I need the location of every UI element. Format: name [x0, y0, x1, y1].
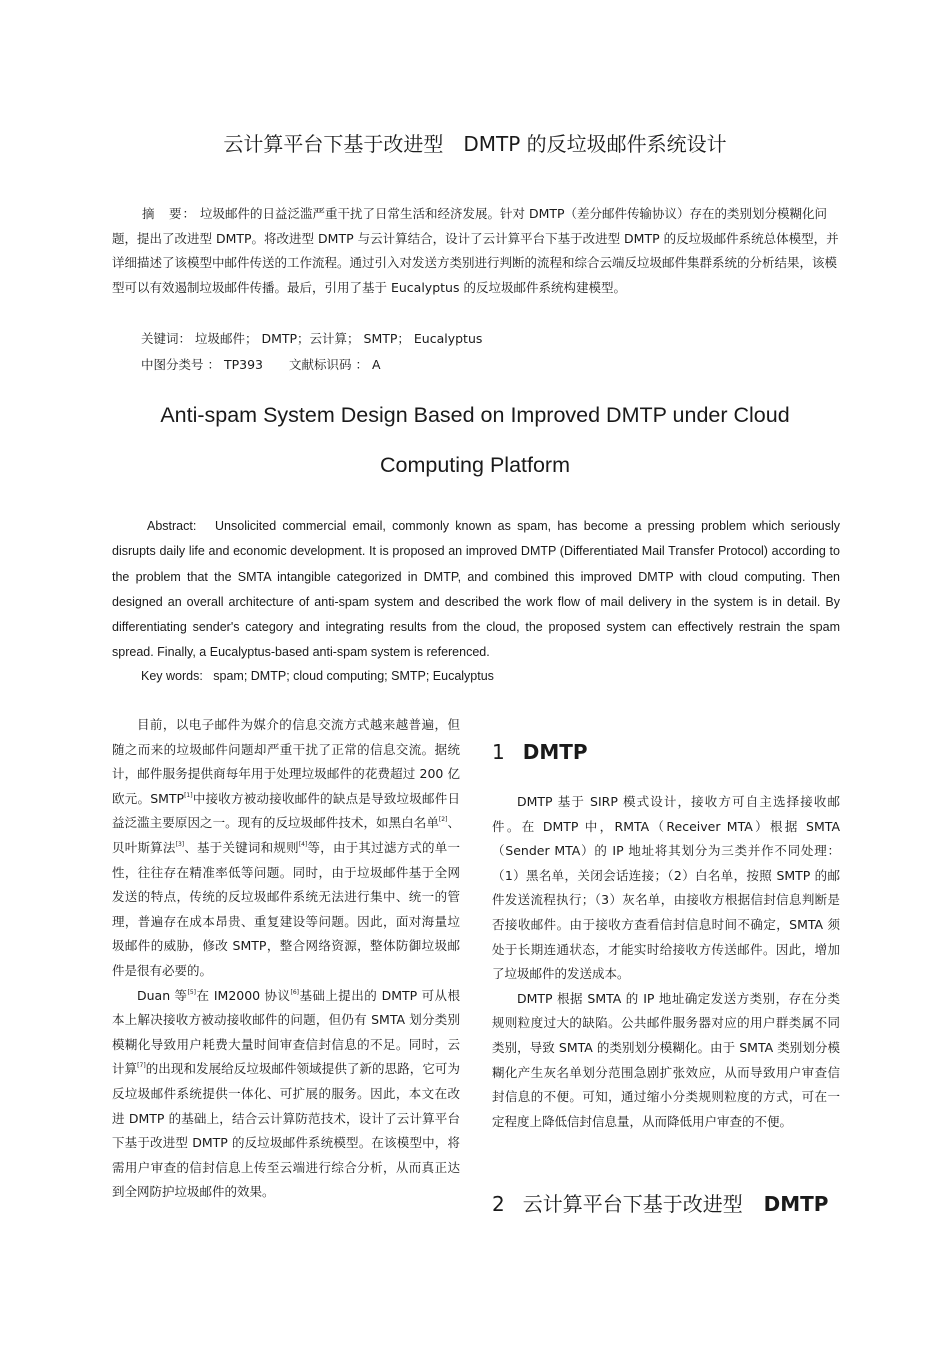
- citation-4[interactable]: [4]: [298, 840, 308, 848]
- section-1-paragraph-1: DMTP 基于 SIRP 模式设计，接收方可自主选择接收邮件。在 DMTP 中，RMTA（Receiver MTA）根据 SMTA（Sender MTA）的 IP 地址将其划分为三类并作不同处理：（1）黑名单，关闭会话连接；（2）白名单，按照 SMTP 的邮件发送流程执行；（3）灰名单，由接收方根据信封信息判断是否接收邮件。由于接收方查看信封信息时间不确定，SMTA 须处于长期连通状态，才能实时给接收方传送邮件。因此，增加了垃圾邮件的发送成本。: [492, 794, 840, 982]
- clc-label: 中图分类号 ：: [141, 357, 220, 372]
- doc-code-label: 文献标识码 ：: [288, 357, 368, 372]
- keywords-cn-text: 垃圾邮件； DMTP；云计算； SMTP； Eucalyptus: [195, 331, 483, 346]
- abstract-en-label: Abstract:: [147, 519, 197, 533]
- abstract-en-text: Unsolicited commercial email, commonly known as spam, has become a pressing problem which seriously disrupts daily life and economic development. It is proposed an improved DMTP (Differentiated Mail Transfer Protocol) according to the problem that the SMTA intangible categorized in DMTP, and combined this improved DMTP with cloud computing. Then designed an overall architecture of anti-spam system and described the work flow of mail delivery in the system is in detail. By differentiating sender's category and integrating results from the cloud, the proposed system can effectively restrain the spam spread. Finally, a Eucalyptus-based anti-spam system is referenced.: [112, 519, 841, 660]
- paper-title-en-line2: Computing Platform: [380, 453, 570, 477]
- intro-column: [112, 713, 460, 1205]
- citation-3[interactable]: [3]: [175, 840, 185, 848]
- doc-code-value: A: [371, 357, 381, 372]
- citation-5[interactable]: [5]: [187, 988, 197, 996]
- section-1-body: [492, 790, 840, 1134]
- section-1-heading: [492, 740, 588, 764]
- citation-7[interactable]: [7]: [137, 1062, 146, 1070]
- section-2-number: 2: [492, 1192, 505, 1216]
- clc-value: TP393: [223, 357, 264, 372]
- section-1-number: 1: [492, 740, 505, 764]
- citation-6[interactable]: [6]: [290, 988, 299, 996]
- abstract-en: [112, 514, 840, 666]
- paper-title-en: [0, 390, 950, 490]
- classification-line: [112, 353, 840, 378]
- keywords-cn-label: 关键词：: [141, 331, 192, 346]
- section-2-heading: [492, 1188, 828, 1217]
- intro-paragraph-1: 目前，以电子邮件为媒介的信息交流方式越来越普遍，但随之而来的垃圾邮件问题却严重干扰了正常的信息交流。据统计，邮件服务提供商每年用于处理垃圾邮件的花费超过 200 亿欧元。SMTP[1]中接收方被动接收邮件的缺点是导致垃圾邮件日益泛滥主要原因之一。现有的反垃圾邮件技术，如黑白名单[2]、贝叶斯算法[3]、基于关键词和规则[4]等，由于其过滤方式的单一性，往往存在精准率低等问题。同时，由于垃圾邮件基于全网发送的特点，传统的反垃圾邮件系统无法进行集中、统一的管理，普遍存在成本昂贵、重复建设等问题。因此，面对海量垃圾邮件的威胁，修改 SMTP，整合网络资源，整体防御垃圾邮件是很有必要的。: [112, 717, 460, 978]
- paper-title-cn: 云计算平台下基于改进型 DMTP 的反垃圾邮件系统设计: [223, 132, 727, 156]
- citation-2[interactable]: [2]: [438, 816, 448, 824]
- paper-title-en-line1: Anti-spam System Design Based on Improved DMTP under Cloud: [160, 403, 790, 427]
- abstract-cn-text: 垃圾邮件的日益泛滥严重干扰了日常生活和经济发展。针对 DMTP（差分邮件传输协议）存在的类别划分模糊化问题，提出了改进型 DMTP。将改进型 DMTP 与云计算结合，设计了云计算平台下基于改进型 DMTP 的反垃圾邮件系统总体模型，并详细描述了该模型中邮件传送的工作流程。通过引入对发送方类别进行判断的流程和综合云端反垃圾邮件集群系统的分析结果，该模型可以有效遏制垃圾邮件传播。最后，引用了基于 Eucalyptus 的反垃圾邮件系统构建模型。: [112, 206, 839, 295]
- abstract-cn: [112, 202, 840, 300]
- keywords-en-label: Key words:: [141, 669, 203, 683]
- keywords-en-text: spam; DMTP; cloud computing; SMTP; Eucalyptus: [213, 669, 494, 683]
- section-1-paragraph-2: DMTP 根据 SMTA 的 IP 地址确定发送方类别，存在分类规则粒度过大的缺陷。公共邮件服务器对应的用户群类属不同类别，导致 SMTA 的类别划分模糊化。由于 SMTA 类别划分模糊化产生灰名单划分范围急剧扩张效应，从而导致用户审查信封信息的不便。可知，通过缩小分类规则粒度的方式，可在一定程度上降低信封信息量，从而降低用户审查的不便。: [492, 990, 840, 1129]
- citation-1[interactable]: [1]: [184, 791, 193, 799]
- keywords-en: [141, 664, 494, 689]
- section-2-title-cn: 云计算平台下基于改进型: [522, 1192, 743, 1216]
- section-1-title: DMTP: [522, 740, 588, 764]
- section-2-title-dmtp: DMTP: [763, 1192, 829, 1216]
- abstract-cn-label: 摘 要：: [142, 206, 197, 221]
- intro-paragraph-2: Duan 等[5]在 IM2000 协议[6]基础上提出的 DMTP 可从根本上解决接收方被动接收邮件的问题，但仍有 SMTA 划分类别模糊化导致用户耗费大量时间审查信封信息的不足。同时，云计算[7]的出现和发展给反垃圾邮件领域提供了新的思路，它可为反垃圾邮件系统提供一体化、可扩展的服务。因此，本文在改进 DMTP 的基础上，结合云计算防范技术，设计了云计算平台下基于改进型 DMTP 的反垃圾邮件系统模型。在该模型中，将需用户审查的信封信息上传至云端进行综合分析，从而真正达到全网防护垃圾邮件的效果。: [112, 987, 461, 1200]
- keywords-cn: [112, 327, 840, 352]
